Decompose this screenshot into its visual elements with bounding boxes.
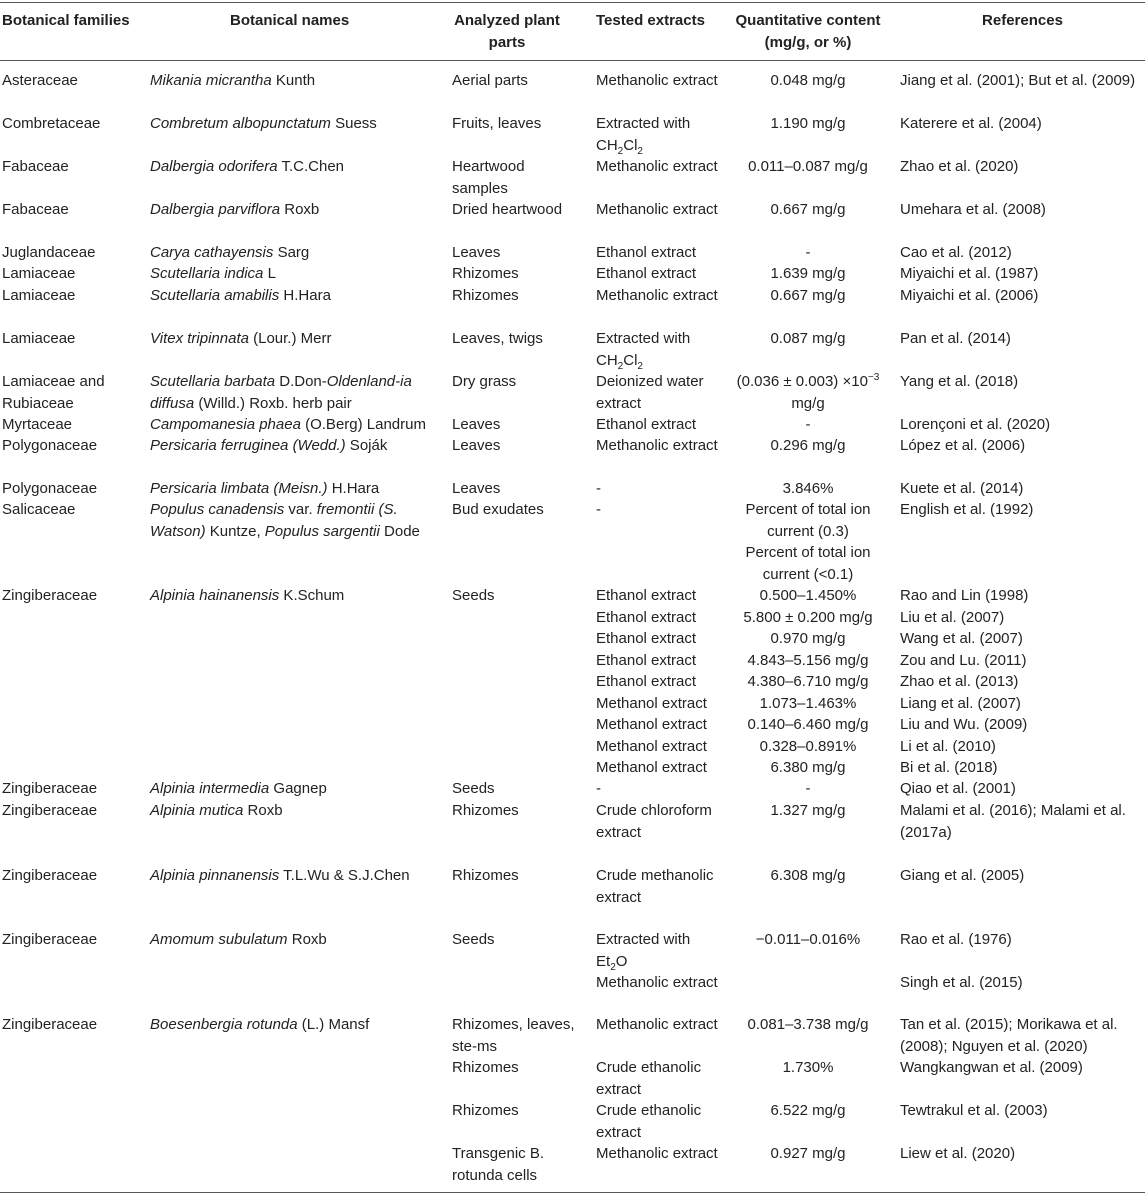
cell-extract: Crude ethanolic extract (596, 1102, 702, 1141)
cell-content: $(0.036 \pm 0.003) \times 10^{-3}$ mg/g (736, 372, 880, 412)
cell-refs: Liu et al. (2007) (900, 609, 1005, 626)
cell-name: Scutellaria barbata D.Don-Oldenland-ia diffusa (Willd.) Roxb. herb pair (150, 373, 412, 412)
cell-family: Lamiaceae and Rubiaceae (2, 373, 105, 412)
cell-refs: Zou and Lu. (2011) (900, 652, 1027, 669)
cell-extract: Methanol extract (596, 738, 707, 755)
cell-part: Dried heartwood (452, 201, 563, 218)
cell-family: Fabaceae (2, 158, 69, 175)
cell-extract: - (596, 501, 601, 518)
cell-content: 0.011–0.087 mg/g (748, 158, 868, 175)
cell-refs: Zhao et al. (2020) (900, 158, 1019, 175)
cell-refs: Bi et al. (2018) (900, 759, 998, 776)
cell-content: 6.380 mg/g (770, 759, 846, 776)
cell-family: Zingiberaceae (2, 802, 98, 819)
cell-name: Boesenbergia rotunda (L.) Mansf (150, 1016, 370, 1033)
cell-part: Aerial parts (452, 72, 528, 89)
cell-refs: Liew et al. (2020) (900, 1145, 1016, 1162)
cell-extract: Methanol extract (596, 716, 707, 733)
cell-refs: Tewtrakul et al. (2003) (900, 1102, 1048, 1119)
cell-extract: Methanol extract (596, 759, 707, 776)
cell-family: Fabaceae (2, 201, 69, 218)
cell-family: Zingiberaceae (2, 1016, 98, 1033)
cell-extract: - (596, 780, 601, 797)
cell-family: Polygonaceae (2, 437, 98, 454)
header-tested-extracts: Tested extracts (596, 12, 705, 29)
cell-extract: Methanolic extract (596, 1145, 718, 1162)
header-bottom-rule (0, 60, 1145, 61)
cell-refs: English et al. (1992) (900, 501, 1034, 518)
cell-part: Rhizomes (452, 265, 519, 282)
cell-content: 1.073–1.463% (759, 695, 857, 712)
cell-refs: Wang et al. (2007) (900, 630, 1023, 647)
header-quantitative-content: Quantitative content (mg/g, or %) (735, 12, 881, 51)
cell-content: - (805, 780, 811, 797)
cell-content: 6.522 mg/g (770, 1102, 846, 1119)
cell-extract: Methanolic extract (596, 72, 718, 89)
cell-content: 5.800 ± 0.200 mg/g (743, 609, 873, 626)
cell-name: Persicaria ferruginea (Wedd.) Soják (150, 437, 388, 454)
cell-name: Persicaria limbata (Meisn.) H.Hara (150, 480, 380, 497)
cell-family: Zingiberaceae (2, 867, 98, 884)
cell-content: 0.140–6.460 mg/g (747, 716, 869, 733)
cell-part: Leaves (452, 437, 501, 454)
cell-content: 6.308 mg/g (770, 867, 846, 884)
cell-extract: Methanolic extract (596, 287, 718, 304)
cell-content: 1.327 mg/g (770, 802, 846, 819)
cell-extract: Deionized water extract (596, 373, 704, 412)
cell-name: Campomanesia phaea (O.Berg) Landrum (150, 416, 426, 433)
cell-refs: López et al. (2006) (900, 437, 1026, 454)
cell-content: 0.970 mg/g (770, 630, 846, 647)
cell-extract: Ethanol extract (596, 265, 697, 282)
header-botanical-families: Botanical families (2, 12, 130, 29)
cell-name: Alpinia intermedia Gagnep (150, 780, 327, 797)
cell-content: 0.328–0.891% (759, 738, 857, 755)
cell-refs: Katerere et al. (2004) (900, 115, 1042, 132)
cell-name: Alpinia mutica Roxb (150, 802, 283, 819)
cell-extract: Ethanol extract (596, 587, 697, 604)
cell-family: Combretaceae (2, 115, 101, 132)
cell-part: Rhizomes (452, 1102, 519, 1119)
cell-extract: Methanolic extract (596, 158, 718, 175)
cell-refs: Singh et al. (2015) (900, 974, 1023, 991)
cell-name: Amomum subulatum Roxb (150, 931, 327, 948)
cell-name: Vitex tripinnata (Lour.) Merr (150, 330, 332, 347)
cell-name: Alpinia pinnanensis T.L.Wu & S.J.Chen (150, 867, 410, 884)
cell-content: 3.846% (782, 480, 834, 497)
cell-extract: Methanolic extract (596, 1016, 718, 1033)
cell-part: Leaves (452, 480, 501, 497)
cell-refs: Miyaichi et al. (2006) (900, 287, 1039, 304)
cell-refs: Tan et al. (2015); Morikawa et al. (2008); Nguyen et al. (2020) (900, 1016, 1118, 1055)
cell-content: 1.190 mg/g (770, 115, 846, 132)
cell-extract: Crude ethanolic extract (596, 1059, 702, 1098)
cell-refs: Rao et al. (1976) (900, 931, 1012, 948)
cell-part: Leaves (452, 244, 501, 261)
cell-refs: Jiang et al. (2001); But et al. (2009) (900, 72, 1136, 89)
cell-extract: Ethanol extract (596, 630, 697, 647)
cell-name: Scutellaria amabilis H.Hara (150, 287, 331, 304)
header-references: References (982, 12, 1063, 29)
cell-family: Zingiberaceae (2, 931, 98, 948)
cell-refs: Qiao et al. (2001) (900, 780, 1016, 797)
cell-family: Lamiaceae (2, 287, 76, 304)
cell-part: Fruits, leaves (452, 115, 542, 132)
cell-family: Zingiberaceae (2, 587, 98, 604)
cell-part: Bud exudates (452, 501, 544, 518)
cell-family: Lamiaceae (2, 330, 76, 347)
header-botanical-names: Botanical names (230, 12, 350, 29)
cell-name: Populus canadensis var. fremontii (S. Watson) Kuntze, Populus sargentii Dode (150, 501, 420, 540)
cell-content: 0.500–1.450% (759, 587, 857, 604)
cell-name: Alpinia hainanensis K.Schum (150, 587, 345, 604)
cell-content: 4.843–5.156 mg/g (747, 652, 869, 669)
cell-family: Asteraceae (2, 72, 78, 89)
cell-extract: Methanolic extract (596, 201, 718, 218)
cell-family: Lamiaceae (2, 265, 76, 282)
cell-name: Mikania micrantha Kunth (150, 72, 316, 89)
cell-content: 0.667 mg/g (770, 201, 846, 218)
cell-refs: Malami et al. (2016); Malami et al. (2017a) (900, 802, 1126, 841)
cell-extract: Methanolic extract (596, 437, 718, 454)
cell-refs: Cao et al. (2012) (900, 244, 1012, 261)
cell-content: 0.667 mg/g (770, 287, 846, 304)
cell-extract: Extracted with $CH_2Cl_2$ (596, 115, 691, 157)
cell-extract: Ethanol extract (596, 652, 697, 669)
cell-part: Transgenic B. rotunda cells (452, 1145, 544, 1184)
cell-refs: Pan et al. (2014) (900, 330, 1011, 347)
cell-part: Seeds (452, 931, 495, 948)
cell-content: 4.380–6.710 mg/g (747, 673, 869, 690)
cell-extract: Methanolic extract (596, 974, 718, 991)
cell-part: Rhizomes (452, 867, 519, 884)
cell-content: 0.927 mg/g (770, 1145, 846, 1162)
cell-part: Dry grass (452, 373, 517, 390)
cell-content: 0.081–3.738 mg/g (747, 1016, 869, 1033)
cell-part: Leaves (452, 416, 501, 433)
cell-content: 1.639 mg/g (770, 265, 846, 282)
cell-content: - (805, 244, 811, 261)
cell-refs: Yang et al. (2018) (900, 373, 1019, 390)
cell-extract: Ethanol extract (596, 244, 697, 261)
cell-family: Juglandaceae (2, 244, 96, 261)
cell-refs: Liang et al. (2007) (900, 695, 1021, 712)
cell-family: Salicaceae (2, 501, 76, 518)
cell-part: Rhizomes (452, 802, 519, 819)
cell-content: Percent of total ion current (0.3) (745, 501, 871, 540)
cell-refs: Umehara et al. (2008) (900, 201, 1046, 218)
table-top-rule (0, 2, 1145, 3)
cell-name: Combretum albopunctatum Suess (150, 115, 377, 132)
cell-part: Rhizomes, leaves, ste-ms (452, 1016, 575, 1055)
cell-name: Scutellaria indica L (150, 265, 276, 282)
cell-content: 0.087 mg/g (770, 330, 846, 347)
cell-refs: Lorençoni et al. (2020) (900, 416, 1051, 433)
cell-extract: Crude methanolic extract (596, 867, 714, 906)
header-analyzed-plant-parts: Analyzed plant parts (454, 12, 560, 51)
cell-name: Carya cathayensis Sarg (150, 244, 310, 261)
cell-family: Polygonaceae (2, 480, 98, 497)
cell-name: Dalbergia parviflora Roxb (150, 201, 320, 218)
cell-part: Rhizomes (452, 287, 519, 304)
cell-content: - (805, 416, 811, 433)
cell-content: Percent of total ion current (<0.1) (745, 544, 871, 583)
cell-extract: Ethanol extract (596, 673, 697, 690)
cell-refs: Li et al. (2010) (900, 738, 996, 755)
cell-extract: - (596, 480, 601, 497)
cell-part: Seeds (452, 587, 495, 604)
cell-part: Rhizomes (452, 1059, 519, 1076)
cell-refs: Miyaichi et al. (1987) (900, 265, 1039, 282)
cell-extract: Ethanol extract (596, 416, 697, 433)
cell-part: Heartwood samples (452, 158, 525, 197)
cell-refs: Kuete et al. (2014) (900, 480, 1024, 497)
cell-refs: Liu and Wu. (2009) (900, 716, 1028, 733)
cell-content: 0.296 mg/g (770, 437, 846, 454)
cell-content: −0.011–0.016% (755, 931, 861, 948)
cell-refs: Rao and Lin (1998) (900, 587, 1029, 604)
cell-extract: Ethanol extract (596, 609, 697, 626)
cell-refs: Giang et al. (2005) (900, 867, 1025, 884)
cell-extract: Methanol extract (596, 695, 707, 712)
cell-family: Myrtaceae (2, 416, 73, 433)
cell-refs: Wangkangwan et al. (2009) (900, 1059, 1083, 1076)
cell-extract: Extracted with $Et_2O$ (596, 931, 691, 973)
cell-extract: Crude chloroform extract (596, 802, 712, 841)
cell-part: Seeds (452, 780, 495, 797)
cell-family: Zingiberaceae (2, 780, 98, 797)
cell-content: 0.048 mg/g (770, 72, 846, 89)
table-bottom-rule (0, 1192, 1145, 1193)
cell-content: 1.730% (782, 1059, 834, 1076)
cell-refs: Zhao et al. (2013) (900, 673, 1019, 690)
cell-extract: Extracted with $CH_2Cl_2$ (596, 330, 691, 372)
cell-name: Dalbergia odorifera T.C.Chen (150, 158, 345, 175)
cell-part: Leaves, twigs (452, 330, 543, 347)
